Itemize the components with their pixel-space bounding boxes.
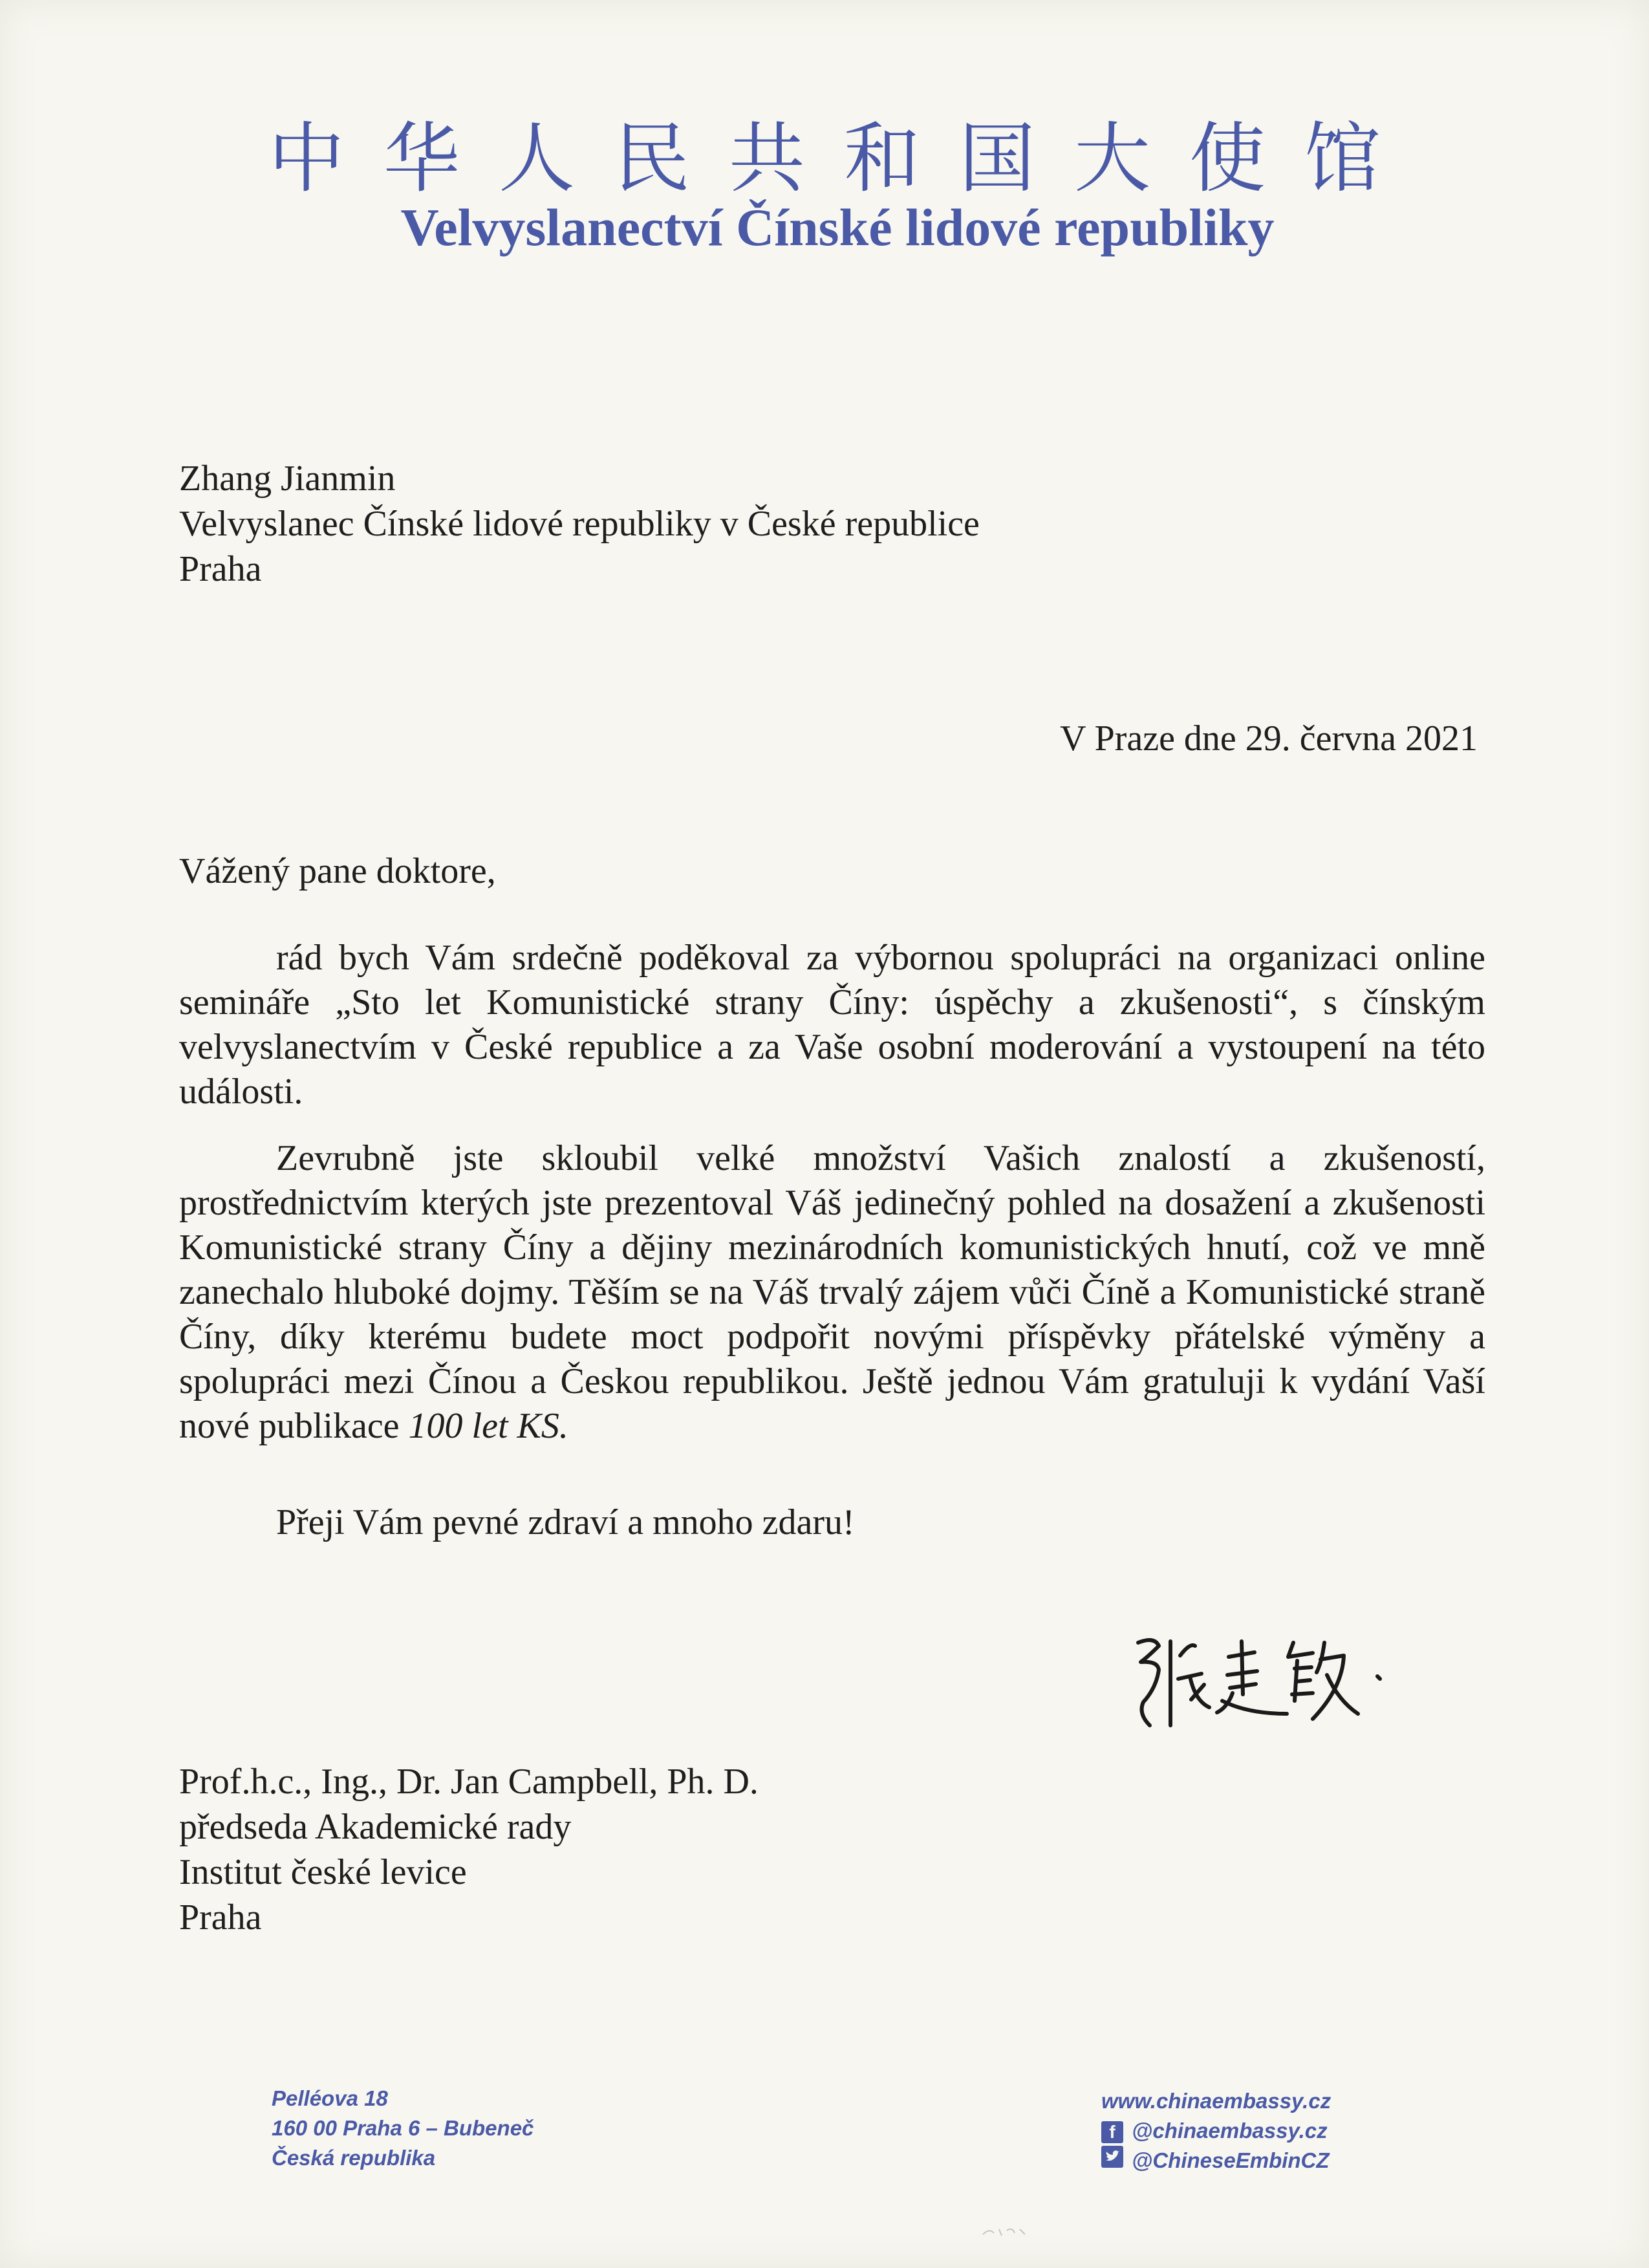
paragraph-1: rád bych Vám srdečně poděkoval za výbornou spolupráci na organizaci online semináře „Sto let Komunistické strany Číny: úspěchy a zkušenosti“, s čínským velvyslanectvím v České republice a za Vaše osobní moderování a vystoupení na této události. xyxy=(179,938,1485,1112)
footer-twitter-row[interactable] xyxy=(1101,2146,1331,2176)
footer-website-link[interactable]: www.chinaembassy.cz xyxy=(1101,2089,1331,2113)
salutation: Vážený pane doktore, xyxy=(179,851,496,891)
handwritten-signature xyxy=(1119,1617,1403,1740)
footer-twitter-handle: @ChineseEmbinCZ xyxy=(1132,2148,1330,2172)
sender-city: Praha xyxy=(179,549,262,589)
sender-title: Velvyslanec Čínské lidové republiky v České republice xyxy=(179,504,980,544)
recipient-name: Prof.h.c., Ing., Dr. Jan Campbell, Ph. D. xyxy=(179,1762,759,1802)
paragraph-2 xyxy=(179,1136,1485,1449)
letterhead-chinese: 中华人民共和国大使馆 xyxy=(268,114,1419,203)
footer-facebook-handle: @chinaembassy.cz xyxy=(1132,2119,1328,2143)
recipient-block xyxy=(179,1759,759,1940)
letterhead-czech: Velvyslanectví Čínské lidové republiky xyxy=(400,198,1275,257)
footer-postcode: 160 00 Praha 6 – Bubeneč xyxy=(272,2116,534,2140)
footer-country: Česká republika xyxy=(272,2146,436,2170)
footer-facebook-row[interactable] xyxy=(1101,2116,1331,2146)
sender-block xyxy=(179,456,980,592)
recipient-city: Praha xyxy=(179,1897,262,1938)
pencil-mark xyxy=(980,2221,1031,2241)
publication-title: 100 let KS. xyxy=(408,1406,568,1446)
footer-street: Pelléova 18 xyxy=(272,2086,388,2110)
paragraph-2-text: Zevrubně jste skloubil velké množství Vašich znalostí a zkušeností, prostřednictvím kterých jste prezentoval Váš jedinečný pohled na dosažení a zkušenosti Komunistické strany Číny a dějiny mezinárodních komunistických hnutí, což ve mně zanechalo hluboké dojmy. Těším se na Váš trvalý zájem vůči Číně a Komunistické straně Číny, díky kterému budete moct podpořit novými příspěvky přátelské výměny a spolupráci mezi Čínou a Českou republikou. Ještě jednou Vám gratuluji k vydání Vaší nové publikace xyxy=(179,1138,1485,1446)
facebook-icon: f xyxy=(1101,2121,1123,2143)
sender-name: Zhang Jianmin xyxy=(179,459,396,499)
twitter-icon xyxy=(1101,2146,1123,2168)
footer-contacts xyxy=(1101,2086,1331,2176)
letter-date: V Praze dne 29. června 2021 xyxy=(1060,718,1478,759)
footer-address xyxy=(272,2084,534,2173)
recipient-title: předseda Akademické rady xyxy=(179,1807,572,1847)
recipient-organization: Institut české levice xyxy=(179,1852,467,1892)
paragraph-3: Přeji Vám pevné zdraví a mnoho zdaru! xyxy=(276,1502,855,1542)
twitter-bird-glyph xyxy=(1101,2146,1123,2168)
